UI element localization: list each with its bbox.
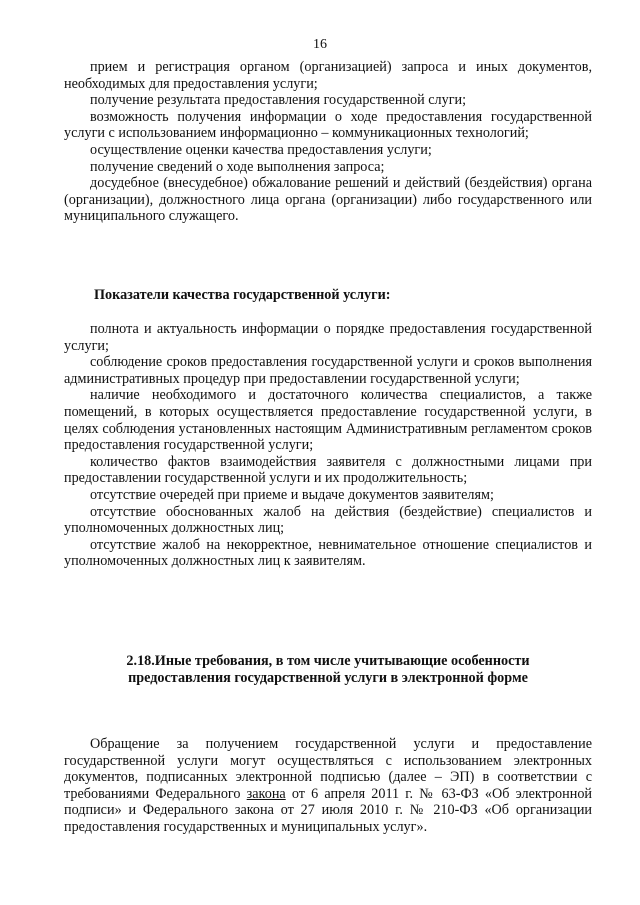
- list-item: отсутствие обоснованных жалоб на действия (бездействие) специалистов и уполномоченных должностных лиц;: [64, 503, 592, 537]
- list-item: получение результата предоставления государственной слуги;: [90, 92, 467, 109]
- section-heading: [64, 653, 592, 686]
- list-item: соблюдение сроков предоставления государственной услуги и сроков выполнения административных процедур при предоставлении государственной услуги;: [64, 354, 592, 387]
- page-number: 16: [313, 37, 327, 52]
- section-heading-line: 2.18.Иные требования, в том числе учитывающие особенности: [126, 653, 530, 669]
- list-item: количество фактов взаимодействия заявителя с должностными лицами при предоставлении государственной услуги и их продолжительность;: [64, 453, 592, 487]
- quality-list: [64, 321, 592, 570]
- list-item: отсутствие жалоб на некорректное, невнимательное отношение специалистов и уполномоченных должностных лиц к заявителям.: [64, 536, 592, 570]
- final-paragraph: [64, 736, 592, 836]
- list-item: наличие необходимого и достаточного количества специалистов, а также помещений, в которых осуществляется предоставление государственной услуги, в целях соблюдения установленных настоящим Административным регламентом сроков предоставления государственной услуги;: [64, 387, 592, 454]
- list-item: возможность получения информации о ходе предоставления государственной услуги с использованием информационно – коммуникационных технологий;: [64, 108, 592, 142]
- list-item: отсутствие очередей при приеме и выдаче документов заявителям;: [90, 486, 494, 503]
- list-item: осуществление оценки качества предоставления услуги;: [90, 141, 432, 158]
- list-item: полнота и актуальность информации о порядке предоставления государственной услуги;: [64, 321, 592, 354]
- quality-heading: Показатели качества государственной услуги:: [94, 287, 391, 303]
- quality-heading-block: [64, 287, 592, 304]
- list-item: получение сведений о ходе выполнения запроса;: [90, 158, 385, 175]
- final-paragraph-block: [64, 736, 592, 836]
- list-item: досудебное (внесудебное) обжалование решений и действий (бездействия) органа (организации), должностного лица органа (организации) либо государственного или муниципального служащего.: [64, 175, 592, 225]
- section-heading-line: предоставления государственной услуги в электронной форме: [128, 669, 528, 686]
- law-link[interactable]: закона: [246, 785, 286, 802]
- list-item: прием и регистрация органом (организацией) запроса и иных документов, необходимых для предоставления услуги;: [64, 59, 592, 92]
- service-list: [64, 59, 592, 225]
- final-text-part: от 6 апреля 2011 г. № 63-ФЗ «Об электронной подписи» и Федерального закона от 27 июля 2010 г. № 210-ФЗ «Об организации предоставления государственных и муниципальных услуг».: [64, 785, 593, 835]
- final-text-part: Обращение за получением государственной услуги и предоставление государственной услуги могут осуществляться с использованием электронных документов, подписанных электронной подписью (далее – ЭП) в соответствии с требованиями Федерального: [64, 736, 592, 802]
